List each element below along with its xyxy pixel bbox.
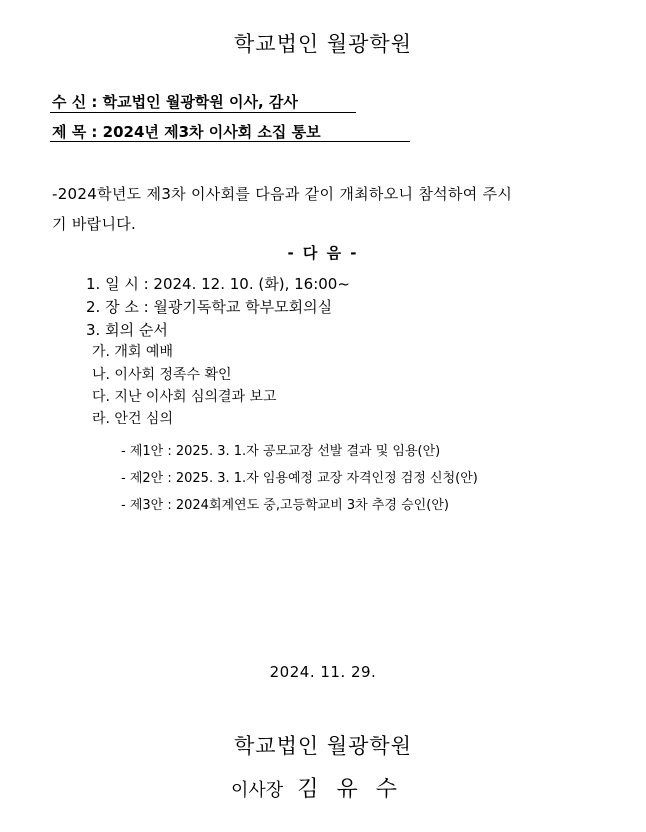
- body-paragraph-line-2: 기 바랍니다.: [52, 215, 137, 233]
- signer-title: 이사장: [231, 780, 284, 801]
- signature-line: [0, 772, 646, 803]
- recipient-underline: [50, 112, 356, 113]
- order-item: 라. 안건 심의: [92, 411, 173, 427]
- signer-name: 김유수: [297, 777, 415, 802]
- agenda-item: - 제1안 : 2025. 3. 1.자 공모교장 선발 결과 및 임용(안): [121, 444, 441, 459]
- subject-underline: [50, 141, 410, 142]
- memo-recipient: 수 신 : 학교법인 월광학원 이사, 감사: [52, 93, 298, 111]
- meeting-order-heading: 3. 회의 순서: [86, 321, 168, 339]
- meeting-location: 2. 장 소 : 월광기독학교 학부모회의실: [86, 298, 333, 316]
- section-heading: - 다 음 -: [287, 244, 359, 262]
- footer-organization: 학교법인 월광학원: [234, 734, 412, 758]
- meeting-datetime: 1. 일 시 : 2024. 12. 10. (화), 16:00~: [86, 275, 350, 293]
- body-paragraph-line-1: -2024학년도 제3차 이사회를 다음과 같이 개최하오니 참석하여 주시: [52, 185, 513, 203]
- order-item: 가. 개회 예배: [92, 344, 173, 360]
- agenda-item: - 제2안 : 2025. 3. 1.자 임용예정 교장 자격인정 검정 신청(안): [121, 471, 478, 486]
- issue-date: 2024. 11. 29.: [269, 663, 377, 681]
- agenda-item: - 제3안 : 2024회계연도 중,고등학교비 3차 추경 승인(안): [121, 498, 449, 513]
- order-item: 다. 지난 이사회 심의결과 보고: [92, 389, 277, 405]
- document-title: 학교법인 월광학원: [234, 32, 412, 56]
- order-item: 나. 이사회 정족수 확인: [92, 367, 232, 383]
- memo-subject: 제 목 : 2024년 제3차 이사회 소집 통보: [52, 123, 321, 141]
